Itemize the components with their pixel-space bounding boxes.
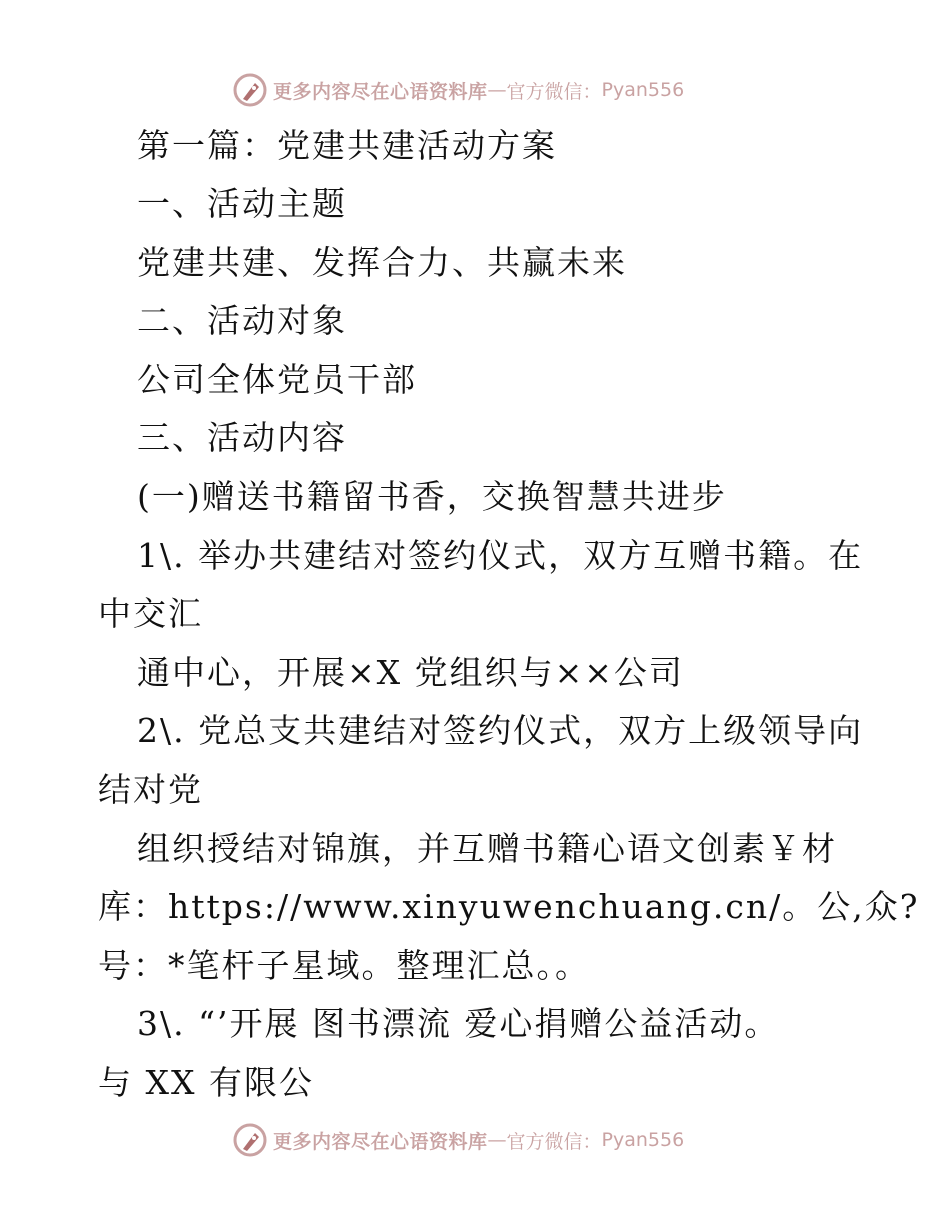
paragraph-line: 通中心，开展×X 党组织与××公司 — [137, 653, 684, 692]
paragraph-line: 结对党 — [98, 770, 203, 809]
section-title: 第一篇：党建共建活动方案 — [137, 126, 557, 165]
paragraph-line: 中交汇 — [98, 594, 203, 633]
watermark-wechat-id: Pyan556 — [601, 79, 685, 101]
paragraph-line: 与 XX 有限公 — [98, 1063, 314, 1102]
paragraph-line: 号：*笔杆子星域。整理汇总。。 — [98, 946, 590, 985]
heading-audience: 二、活动对象 — [137, 301, 347, 340]
watermark-wechat-id: Pyan556 — [601, 1129, 685, 1151]
text-theme: 党建共建、发挥合力、共赢未来 — [137, 243, 627, 282]
pen-nib-logo-icon — [233, 73, 267, 107]
watermark-content — [233, 72, 684, 108]
paragraph-line: 库：https://www.xinyuwenchuang.cn/。公,众? — [98, 887, 920, 926]
paragraph-line: 组织授结对锦旗，并互赠书籍心语文创素￥材 — [137, 829, 837, 868]
watermark-wechat-label: 官方微信： — [506, 80, 602, 103]
paragraph-line: 1\. 举办共建结对签约仪式，双方互赠书籍。在 — [137, 536, 864, 575]
paragraph-line: 2\. 党总支共建结对签约仪式，双方上级领导向 — [137, 711, 864, 750]
watermark-text: 更多内容尽在心语资料库 — [273, 1130, 488, 1153]
watermark-wechat-label: 官方微信： — [506, 1130, 602, 1153]
watermark-content — [233, 1122, 684, 1158]
heading-content: 三、活动内容 — [137, 418, 347, 457]
watermark-text: 更多内容尽在心语资料库 — [273, 80, 488, 103]
watermark-banner-top — [0, 70, 950, 110]
watermark-separator: — — [487, 79, 507, 101]
heading-theme: 一、活动主题 — [137, 184, 347, 223]
pen-nib-logo-icon — [233, 1123, 267, 1157]
subheading-books: (一)赠送书籍留书香，交换智慧共进步 — [137, 477, 727, 516]
paragraph-line: 3\. “’开展 图书漂流 爱心捐赠公益活动。 — [137, 1004, 780, 1043]
watermark-separator: — — [487, 1129, 507, 1151]
text-audience: 公司全体党员干部 — [137, 360, 417, 399]
watermark-banner-bottom — [0, 1120, 950, 1160]
